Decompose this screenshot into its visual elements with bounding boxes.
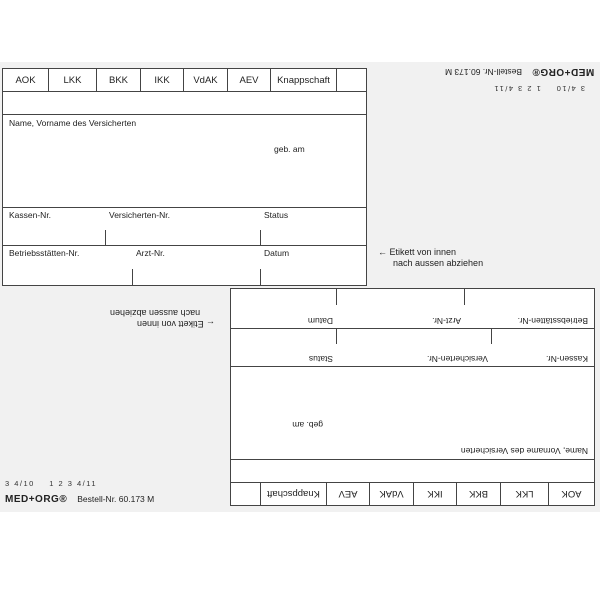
tick (336, 289, 337, 305)
datum-label: Datum (307, 316, 333, 326)
tab-bkk: BKK (456, 483, 500, 505)
birthdate-label: geb. am (292, 420, 323, 430)
arzt-nr-label: Arzt-Nr. (432, 316, 461, 326)
tick (336, 329, 337, 344)
peel-instruction-rotated: ← Etikett von innen nach aussen abziehen (110, 308, 216, 329)
order-number: Bestell-Nr. 60.173 M (77, 494, 155, 504)
label-card-upper (2, 68, 367, 286)
name-label: Name, Vorname des Versicherten (9, 118, 137, 128)
tab-aok: AOK (548, 483, 594, 505)
tab-ikk: IKK (413, 483, 456, 505)
divider (231, 482, 594, 483)
brand-logo: MED+ORG® (532, 66, 595, 77)
betriebsstaetten-nr-label: Betriebsstätten-Nr. (517, 316, 588, 326)
tab-knappschaft: Knappschaft (260, 483, 326, 505)
tab-vdak: VdAK (184, 69, 228, 91)
name-label: Name, Vorname des Versicherten (460, 446, 588, 456)
datum-label: Datum (264, 248, 290, 258)
divider (3, 91, 366, 92)
tick (491, 329, 492, 344)
tab-aok: AOK (3, 69, 49, 91)
tab-knappschaft: Knappschaft (271, 69, 337, 91)
order-number: Bestell-Nr. 60.173 M (445, 67, 523, 77)
tab-ikk: IKK (141, 69, 184, 91)
tab-bkk: BKK (97, 69, 141, 91)
brand-line (5, 494, 154, 505)
peel-instruction: ← Etikett von innen nach aussen abziehen (378, 247, 484, 268)
insurance-tabs (260, 483, 594, 505)
brand-logo: MED+ORG® (5, 494, 68, 505)
divider (231, 328, 594, 329)
tab-lkk: LKK (500, 483, 548, 505)
tick (105, 230, 106, 245)
status-label: Status (264, 210, 289, 220)
arzt-nr-label: Arzt-Nr. (136, 248, 165, 258)
tab-aev: AEV (228, 69, 271, 91)
arrow-left-icon: ← (378, 247, 387, 257)
label-card-lower (230, 288, 595, 506)
print-codes-rotated: 3 4/10 1 2 3 4/11 (493, 84, 586, 93)
brand-line-rotated (445, 66, 594, 77)
tick (260, 230, 261, 245)
print-codes: 3 4/10 1 2 3 4/11 (5, 479, 98, 488)
tick (132, 269, 133, 285)
tab-aev: AEV (326, 483, 369, 505)
divider (3, 207, 366, 208)
versicherten-nr-label: Versicherten-Nr. (109, 210, 170, 220)
kassen-nr-label: Kassen-Nr. (545, 354, 588, 364)
birthdate-label: geb. am (274, 144, 305, 154)
arrow-left-icon: ← (206, 319, 216, 329)
kassen-nr-label: Kassen-Nr. (9, 210, 52, 220)
tab-lkk: LKK (49, 69, 97, 91)
tick (260, 269, 261, 285)
divider (3, 245, 366, 246)
divider (231, 459, 594, 460)
betriebsstaetten-nr-label: Betriebsstätten-Nr. (9, 248, 80, 258)
divider (3, 114, 366, 115)
status-label: Status (308, 354, 333, 364)
divider (231, 366, 594, 367)
insurance-tabs (3, 69, 337, 91)
tab-vdak: VdAK (369, 483, 413, 505)
versicherten-nr-label: Versicherten-Nr. (427, 354, 488, 364)
tick (464, 289, 465, 305)
